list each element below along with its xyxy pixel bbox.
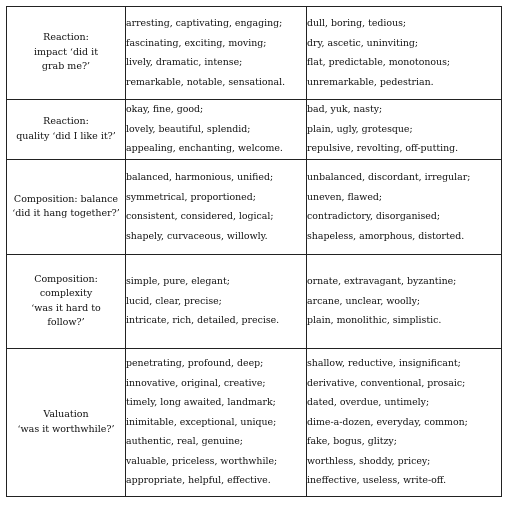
positive-terms-cell: [126, 100, 307, 160]
negative-terms-line: uneven, flawed;: [307, 191, 383, 203]
appraisal-table: [6, 6, 502, 497]
negative-terms-line: arcane, unclear, woolly;: [307, 295, 421, 307]
category-line: ‘was it worthwhile?’: [17, 423, 115, 435]
category-line: follow?’: [47, 317, 85, 328]
positive-terms-line: penetrating, profound, deep;: [126, 358, 264, 370]
positive-terms-line: appealing, enchanting, welcome.: [126, 143, 283, 155]
positive-terms-line: lively, dramatic, intense;: [126, 57, 243, 68]
negative-terms-line: dime-a-dozen, everyday, common;: [307, 416, 468, 428]
negative-terms-line: dull, boring, tedious;: [307, 18, 407, 29]
category-line: ‘was it hard to: [31, 302, 101, 314]
table-row: [7, 160, 502, 255]
positive-terms-line: lovely, beautiful, splendid;: [126, 123, 251, 135]
category-line: Composition: balance: [13, 193, 119, 205]
positive-terms-line: innovative, original, creative;: [126, 377, 266, 389]
positive-terms-line: authentic, real, genuine;: [126, 436, 243, 448]
positive-terms-line: appropriate, helpful, effective.: [126, 475, 271, 487]
category-line: complexity: [39, 288, 93, 299]
category-line: Valuation: [43, 409, 89, 420]
category-line: Composition:: [34, 273, 98, 285]
positive-terms-line: valuable, priceless, worthwhile;: [126, 455, 278, 467]
negative-terms-line: shapeless, amorphous, distorted.: [307, 230, 465, 242]
category-cell: [7, 160, 126, 255]
negative-terms-line: repulsive, revolting, off-putting.: [307, 143, 459, 155]
category-line: Reaction:: [43, 116, 89, 127]
positive-terms-line: lucid, clear, precise;: [126, 295, 222, 307]
negative-terms-line: ornate, extravagant, byzantine;: [307, 276, 457, 288]
category-cell: [7, 255, 126, 349]
category-line: Reaction:: [43, 32, 89, 44]
positive-terms-line: timely, long awaited, landmark;: [126, 397, 276, 409]
positive-terms-line: shapely, curvaceous, willowly.: [126, 230, 268, 242]
category-line: ‘did it hang together?’: [12, 208, 120, 219]
category-cell: [7, 7, 126, 100]
positive-terms-line: inimitable, exceptional, unique;: [126, 416, 277, 428]
negative-terms-line: bad, yuk, nasty;: [307, 104, 383, 116]
positive-terms-cell: [126, 349, 307, 497]
category-line: impact ‘did it: [33, 46, 99, 58]
positive-terms-line: simple, pure, elegant;: [126, 276, 230, 288]
negative-terms-line: shallow, reductive, insignificant;: [307, 358, 461, 370]
negative-terms-line: plain, ugly, grotesque;: [307, 123, 413, 135]
negative-terms-line: dated, overdue, untimely;: [307, 397, 430, 409]
positive-terms-line: fascinating, exciting, moving;: [126, 37, 267, 49]
table-row: [7, 349, 502, 497]
negative-terms-line: derivative, conventional, prosaic;: [307, 377, 466, 389]
category-cell: [7, 349, 126, 497]
positive-terms-cell: [126, 255, 307, 349]
negative-terms-cell: [307, 160, 502, 255]
negative-terms-cell: [307, 255, 502, 349]
negative-terms-line: worthless, shoddy, pricey;: [307, 455, 431, 467]
negative-terms-line: contradictory, disorganised;: [307, 211, 441, 222]
positive-terms-line: symmetrical, proportioned;: [126, 191, 256, 203]
category-line: quality ‘did I like it?’: [16, 130, 116, 142]
table-row: [7, 100, 502, 160]
negative-terms-line: plain, monolithic, simplistic.: [307, 315, 442, 327]
negative-terms-line: dry, ascetic, uninviting;: [307, 37, 419, 49]
table-row: [7, 255, 502, 349]
category-cell: [7, 100, 126, 160]
positive-terms-line: intricate, rich, detailed, precise.: [126, 315, 280, 327]
negative-terms-line: ineffective, useless, write-off.: [307, 475, 447, 487]
positive-terms-cell: [126, 7, 307, 100]
negative-terms-line: unremarkable, pedestrian.: [307, 76, 434, 88]
negative-terms-cell: [307, 7, 502, 100]
positive-terms-line: consistent, considered, logical;: [126, 211, 274, 222]
positive-terms-line: balanced, harmonious, unified;: [126, 172, 274, 183]
negative-terms-cell: [307, 100, 502, 160]
negative-terms-line: unbalanced, discordant, irregular;: [307, 172, 471, 183]
category-line: grab me?’: [41, 61, 91, 73]
negative-terms-line: flat, predictable, monotonous;: [307, 57, 451, 68]
appraisal-table-body: [7, 7, 502, 497]
positive-terms-cell: [126, 160, 307, 255]
negative-terms-cell: [307, 349, 502, 497]
positive-terms-line: okay, fine, good;: [126, 104, 204, 116]
table-row: [7, 7, 502, 100]
negative-terms-line: fake, bogus, glitzy;: [307, 436, 397, 448]
positive-terms-line: arresting, captivating, engaging;: [126, 18, 283, 29]
positive-terms-line: remarkable, notable, sensational.: [126, 76, 286, 88]
